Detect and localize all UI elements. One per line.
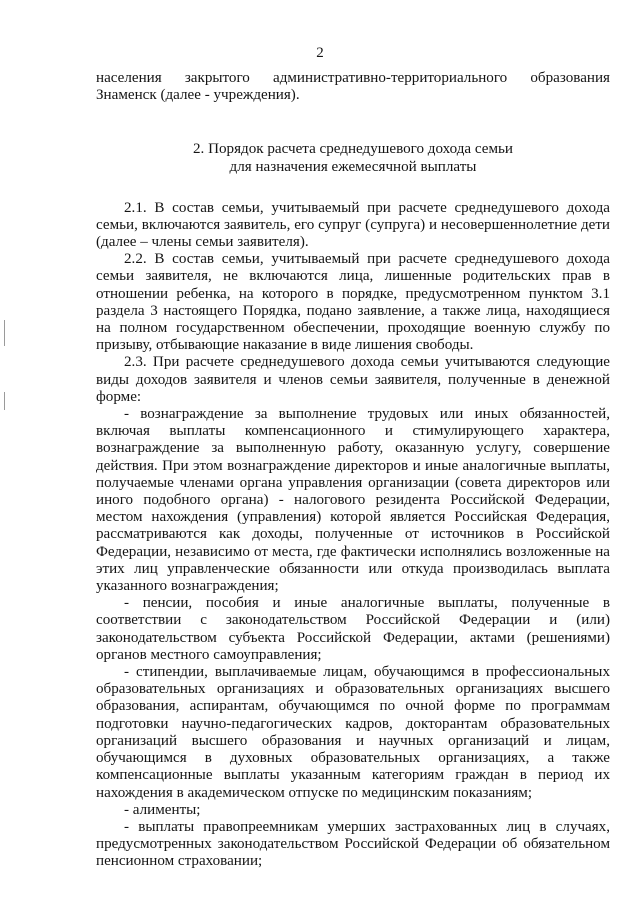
income-item: - пенсии, пособия и иные аналогичные выплаты, полученные в соответствии с законодательством Российской Федерации и (или) законодательством субъекта Российской Федерации, актами (решениями) органов местного самоуправления; <box>96 595 610 663</box>
margin-mark <box>4 392 5 410</box>
margin-mark <box>4 320 5 346</box>
document-body <box>96 70 610 871</box>
section-heading <box>96 141 610 176</box>
income-item: - вознаграждение за выполнение трудовых или иных обязанностей, включая выплаты компенсационного и стимулирующего характера, вознаграждение за выполненную работу, оказанную услугу, совершение действия. При этом вознаграждение директоров и иные аналогичные выплаты, получаемые членами органа управления организации (совета директоров или иного подобного органа) - налогового резидента Российской Федерации, местом нахождения (управления) которой является Российская Федерация, рассматриваются как доходы, полученные от источников в Российской Федерации, независимо от места, где фактически исполнялись возложенные на этих лиц управленческие обязанности или откуда производилась выплата указанного вознаграждения; <box>96 406 610 595</box>
page-number: 2 <box>316 45 324 61</box>
intro-paragraph: населения закрытого административно-территориального образования Знаменск (далее - учреждения). <box>96 70 610 104</box>
income-item: - алименты; <box>124 801 201 818</box>
income-item: - выплаты правопреемникам умерших застрахованных лиц в случаях, предусмотренных законодательством Российской Федерации об обязательном пенсионном страховании; <box>96 818 610 870</box>
income-item: - стипендии, выплачиваемые лицам, обучающимся в профессиональных образовательных организациях и образовательных организациях высшего образования, аспирантам, обучающимся по очной форме по программам подготовки научно-педагогических кадров, докторантам образовательных организаций высшего образования и научных организаций и лицам, обучающимся в духовных образовательных организациях, а также компенсационные выплаты указанным категориям граждан в период их нахождения в академическом отпуске по медицинским показаниям; <box>96 664 610 801</box>
section-heading-line: 2. Порядок расчета среднедушевого дохода семьи <box>193 141 513 158</box>
paragraph-2-2: 2.2. В состав семьи, учитываемый при расчете среднедушевого дохода семьи заявителя, не включаются лица, лишенные родительских прав в отношении ребенка, на которого в порядке, предусмотренном пунктом 3.1 раздела 3 настоящего Порядка, подано заявление, а также лица, находящиеся на полном государственном обеспечении, проходящие военную службу по призыву, отбывающие наказание в виде лишения свободы. <box>96 251 610 354</box>
paragraph-2-1: 2.1. В состав семьи, учитываемый при расчете среднедушевого дохода семьи, включаются заявитель, его супруг (супруга) и несовершеннолетние дети (далее – члены семьи заявителя). <box>96 199 610 250</box>
paragraph-2-3: 2.3. При расчете среднедушевого дохода семьи учитываются следующие виды доходов заявителя и членов семьи заявителя, полученные в денежной форме: <box>96 354 610 405</box>
section-heading-line: для назначения ежемесячной выплаты <box>229 159 477 175</box>
